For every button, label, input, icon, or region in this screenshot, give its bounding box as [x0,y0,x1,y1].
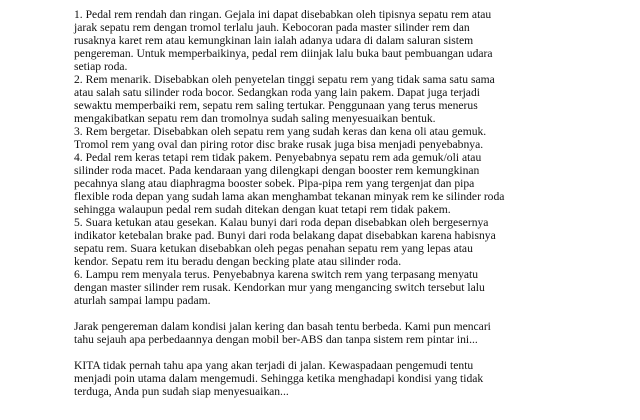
text-line: flexible roda depan yang sudah lama akan menghambat tekanan minyak rem ke silinder roda [74,190,505,203]
text-line: 5. Suara ketukan atau gesekan. Kalau bunyi dari roda depan disebabkan oleh bergesernya [74,216,489,229]
text-line: rusaknya karet rem atau kemungkinan lain ialah adanya udara di dalam saluran sistem [74,34,474,47]
text-line: tahu sejauh apa perbedaannya dengan mobil ber-ABS dan tanpa sistem rem pintar ini... [74,333,478,346]
list-item-1 [74,8,594,73]
text-line: kendor. Sepatu rem itu beradu dengan becking plate atau silinder roda. [74,255,402,268]
text-line: KITA tidak pernah tahu apa yang akan terjadi di jalan. Kewaspadaan pengemudi tentu [74,359,474,372]
text-line: 1. Pedal rem rendah dan ringan. Gejala ini dapat disebabkan oleh tipisnya sepatu rem atau [74,8,492,21]
text-line: pecahnya slang atau diaphragma booster sobek. Pipa-pipa rem yang tergenjat dan pipa [74,177,475,190]
text-line: 3. Rem bergetar. Disebabkan oleh sepatu rem yang sudah keras dan kena oli atau gemuk. [74,125,487,138]
text-line: mengakibatkan sepatu rem dan tromolnya sudah saling menyesuaikan bentuk. [74,112,436,125]
text-line: menjadi poin utama dalam mengemudi. Sehingga ketika menghadapi kondisi yang tidak [74,372,484,385]
list-item-5 [74,216,594,268]
text-line: 2. Rem menarik. Disebabkan oleh penyetelan tinggi sepatu rem yang tidak sama satu sama [74,73,495,86]
list-item-2 [74,73,594,125]
text-line: silinder roda macet. Pada kendaraan yang dilengkapi dengan booster rem kemungkinan [74,164,480,177]
text-line: sehingga walaupun pedal rem sudah ditekan dengan kuat tetapi rem tidak pakem. [74,203,451,216]
text-line: indikator ketebalan brake pad. Bunyi dari roda belakang dapat disebabkan karena habisnya [74,229,496,242]
text-line: dengan master silinder rem rusak. Kendorkan mur yang mengancing switch tersebut lalu [74,281,485,294]
paragraph-spacer [74,346,594,359]
text-line: pengereman. Untuk memperbaikinya, pedal rem diinjak lalu buka baut pembuangan udara [74,47,493,60]
paragraph-spacer [74,307,594,320]
document-page [74,8,594,398]
text-line: aturlah sampai lampu padam. [74,294,211,307]
text-line: sewaktu memperbaiki rem, sepatu rem saling tertukar. Penggunaan yang terus menerus [74,99,478,112]
text-line: Tromol rem yang oval dan piring rotor disc brake rusak juga bisa menjadi penyebabnya. [74,138,484,151]
text-line: sepatu rem. Suara ketukan disebabkan oleh pegas penahan sepatu rem yang lepas atau [74,242,473,255]
text-line: atau salah satu silinder roda bocor. Sedangkan roda yang lain pakem. Dapat juga terjadi [74,86,480,99]
paragraph-braking-distance [74,320,594,346]
text-line: 6. Lampu rem menyala terus. Penyebabnya karena switch rem yang terpasang menyatu [74,268,479,281]
text-line: 4. Pedal rem keras tetapi rem tidak pakem. Penyebabnya sepatu rem ada gemuk/oli atau [74,151,482,164]
list-item-3 [74,125,594,151]
list-item-4 [74,151,594,216]
text-line: Jarak pengereman dalam kondisi jalan kering dan basah tentu berbeda. Kami pun mencari [74,320,491,333]
list-item-6 [74,268,594,307]
paragraph-driver-awareness [74,359,594,398]
text-line: jarak sepatu rem dengan tromol terlalu jauh. Kebocoran pada master silinder rem dan [74,21,470,34]
text-line: setiap roda. [74,60,128,73]
clipped-text-line: terduga, Anda pun sudah siap menyesuaikan... [74,385,289,398]
